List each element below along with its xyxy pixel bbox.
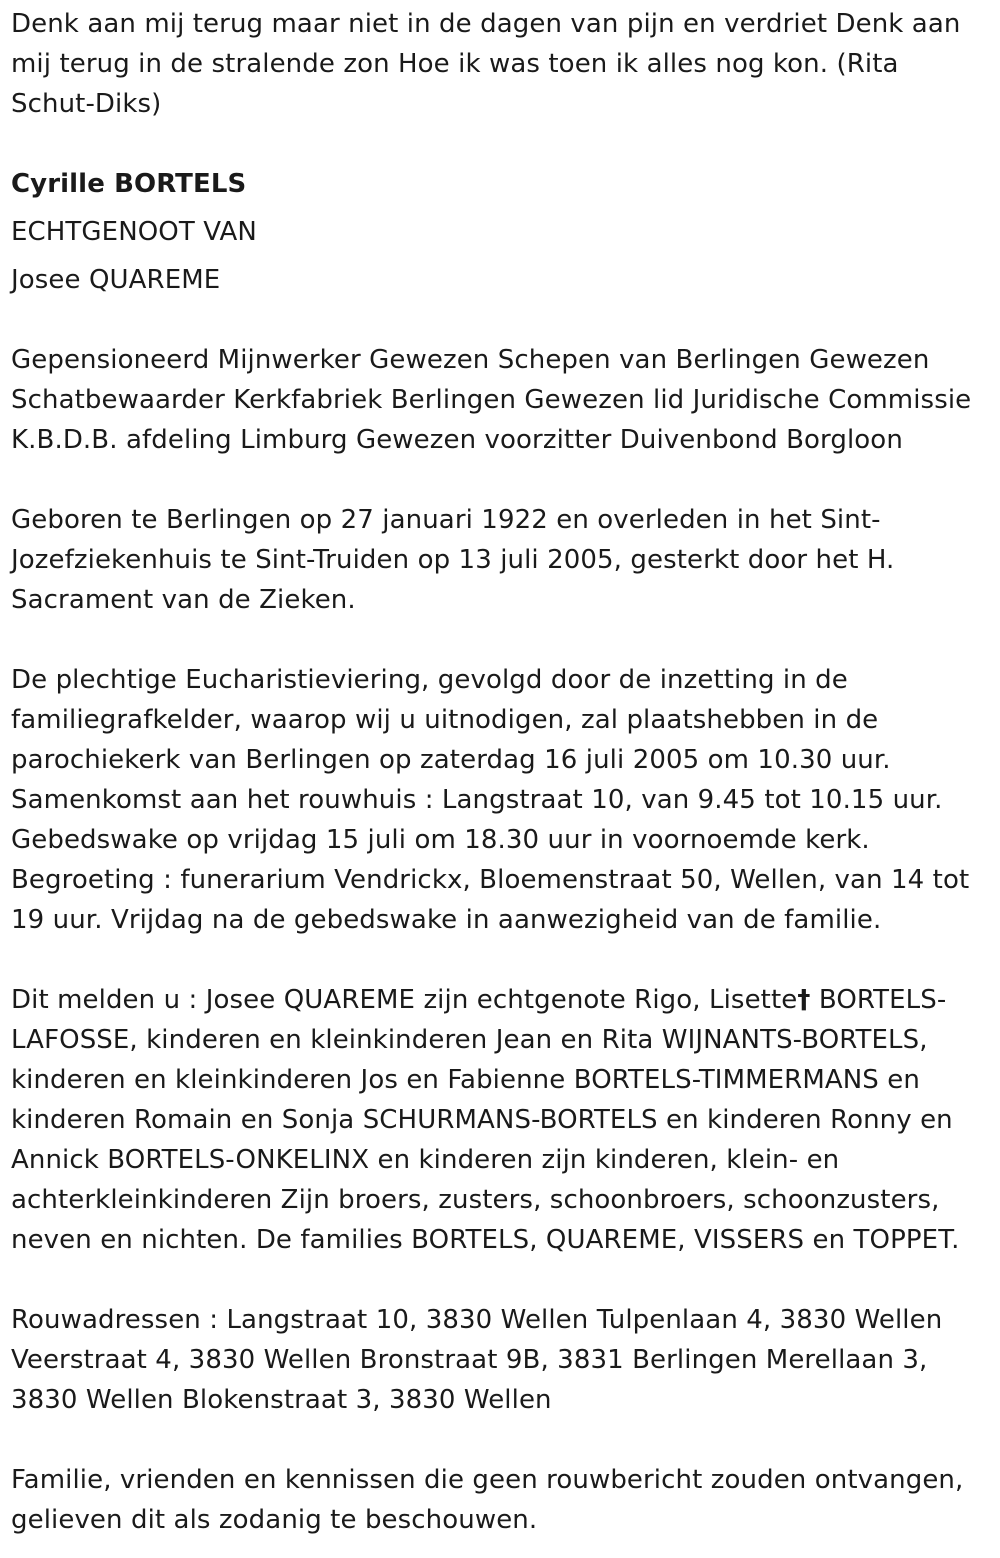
ceremony-paragraph: De plechtige Eucharistieviering, gevolgd door de inzetting in de familiegrafkelder, waarop wij u uitnodigen, zal plaatshebben in de parochiekerk van Berlingen op zaterdag 16 juli 2005 om 10.30 uur. Samenkomst aan het rouwhuis : Langstraat 10, van 9.45 tot 10.15 uur. Gebedswake op vrijdag 15 juli om 18.30 uur in voornoemde kerk. Begroeting : funerarium Vendrickx, Bloemenstraat 50, Wellen, van 14 tot 19 uur. Vrijdag na de gebedswake in aanwezigheid van de familie. bbox=[11, 665, 970, 935]
relation-label: ECHTGENOOT VAN bbox=[11, 217, 257, 247]
memorial-quote: Denk aan mij terug maar niet in de dagen van pijn en verdriet Denk aan mij terug in de stralende zon Hoe ik was toen ik alles nog kon. (Rita Schut-Diks) bbox=[11, 9, 961, 119]
functions-paragraph: Gepensioneerd Mijnwerker Gewezen Schepen van Berlingen Gewezen Schatbewaarder Kerkfabriek Berlingen Gewezen lid Juridische Commissie K.B.D.B. afdeling Limburg Gewezen voorzitter Duivenbond Borgloon bbox=[11, 345, 972, 455]
family-paragraph bbox=[11, 980, 990, 1260]
addresses-paragraph: Rouwadressen : Langstraat 10, 3830 Wellen Tulpenlaan 4, 3830 Wellen Veerstraat 4, 3830 Wellen Bronstraat 9B, 3831 Berlingen Merellaan 3, 3830 Wellen Blokenstraat 3, 3830 Wellen bbox=[11, 1305, 943, 1415]
birth-death-paragraph: Geboren te Berlingen op 27 januari 1922 en overleden in het Sint-Jozefziekenhuis te Sint-Truiden op 13 juli 2005, gesterkt door het H. Sacrament van de Zieken. bbox=[11, 505, 895, 615]
spouse-name: Josee QUAREME bbox=[11, 265, 221, 295]
deceased-name: Cyrille BORTELS bbox=[11, 169, 247, 199]
family-text-end: BORTELS-LAFOSSE, kinderen en kleinkinderen Jean en Rita WIJNANTS-BORTELS, kinderen en kleinkinderen Jos en Fabienne BORTELS-TIMMERMANS en kinderen Romain en Sonja SCHURMANS-BORTELS en kinderen Ronny en Annick BORTELS-ONKELINX en kinderen zijn kinderen, klein- en achterkleinkinderen Zijn broers, zusters, schoonbroers, schoonzusters, neven en nichten. De families BORTELS, QUAREME, VISSERS en TOPPET. bbox=[11, 985, 960, 1255]
closing-paragraph: Familie, vrienden en kennissen die geen rouwbericht zouden ontvangen, gelieven dit als zodanig te beschouwen. bbox=[11, 1465, 964, 1535]
cross-icon: † bbox=[797, 985, 811, 1015]
family-text-start: Dit melden u : Josee QUAREME zijn echtgenote Rigo, Lisette bbox=[11, 985, 798, 1015]
